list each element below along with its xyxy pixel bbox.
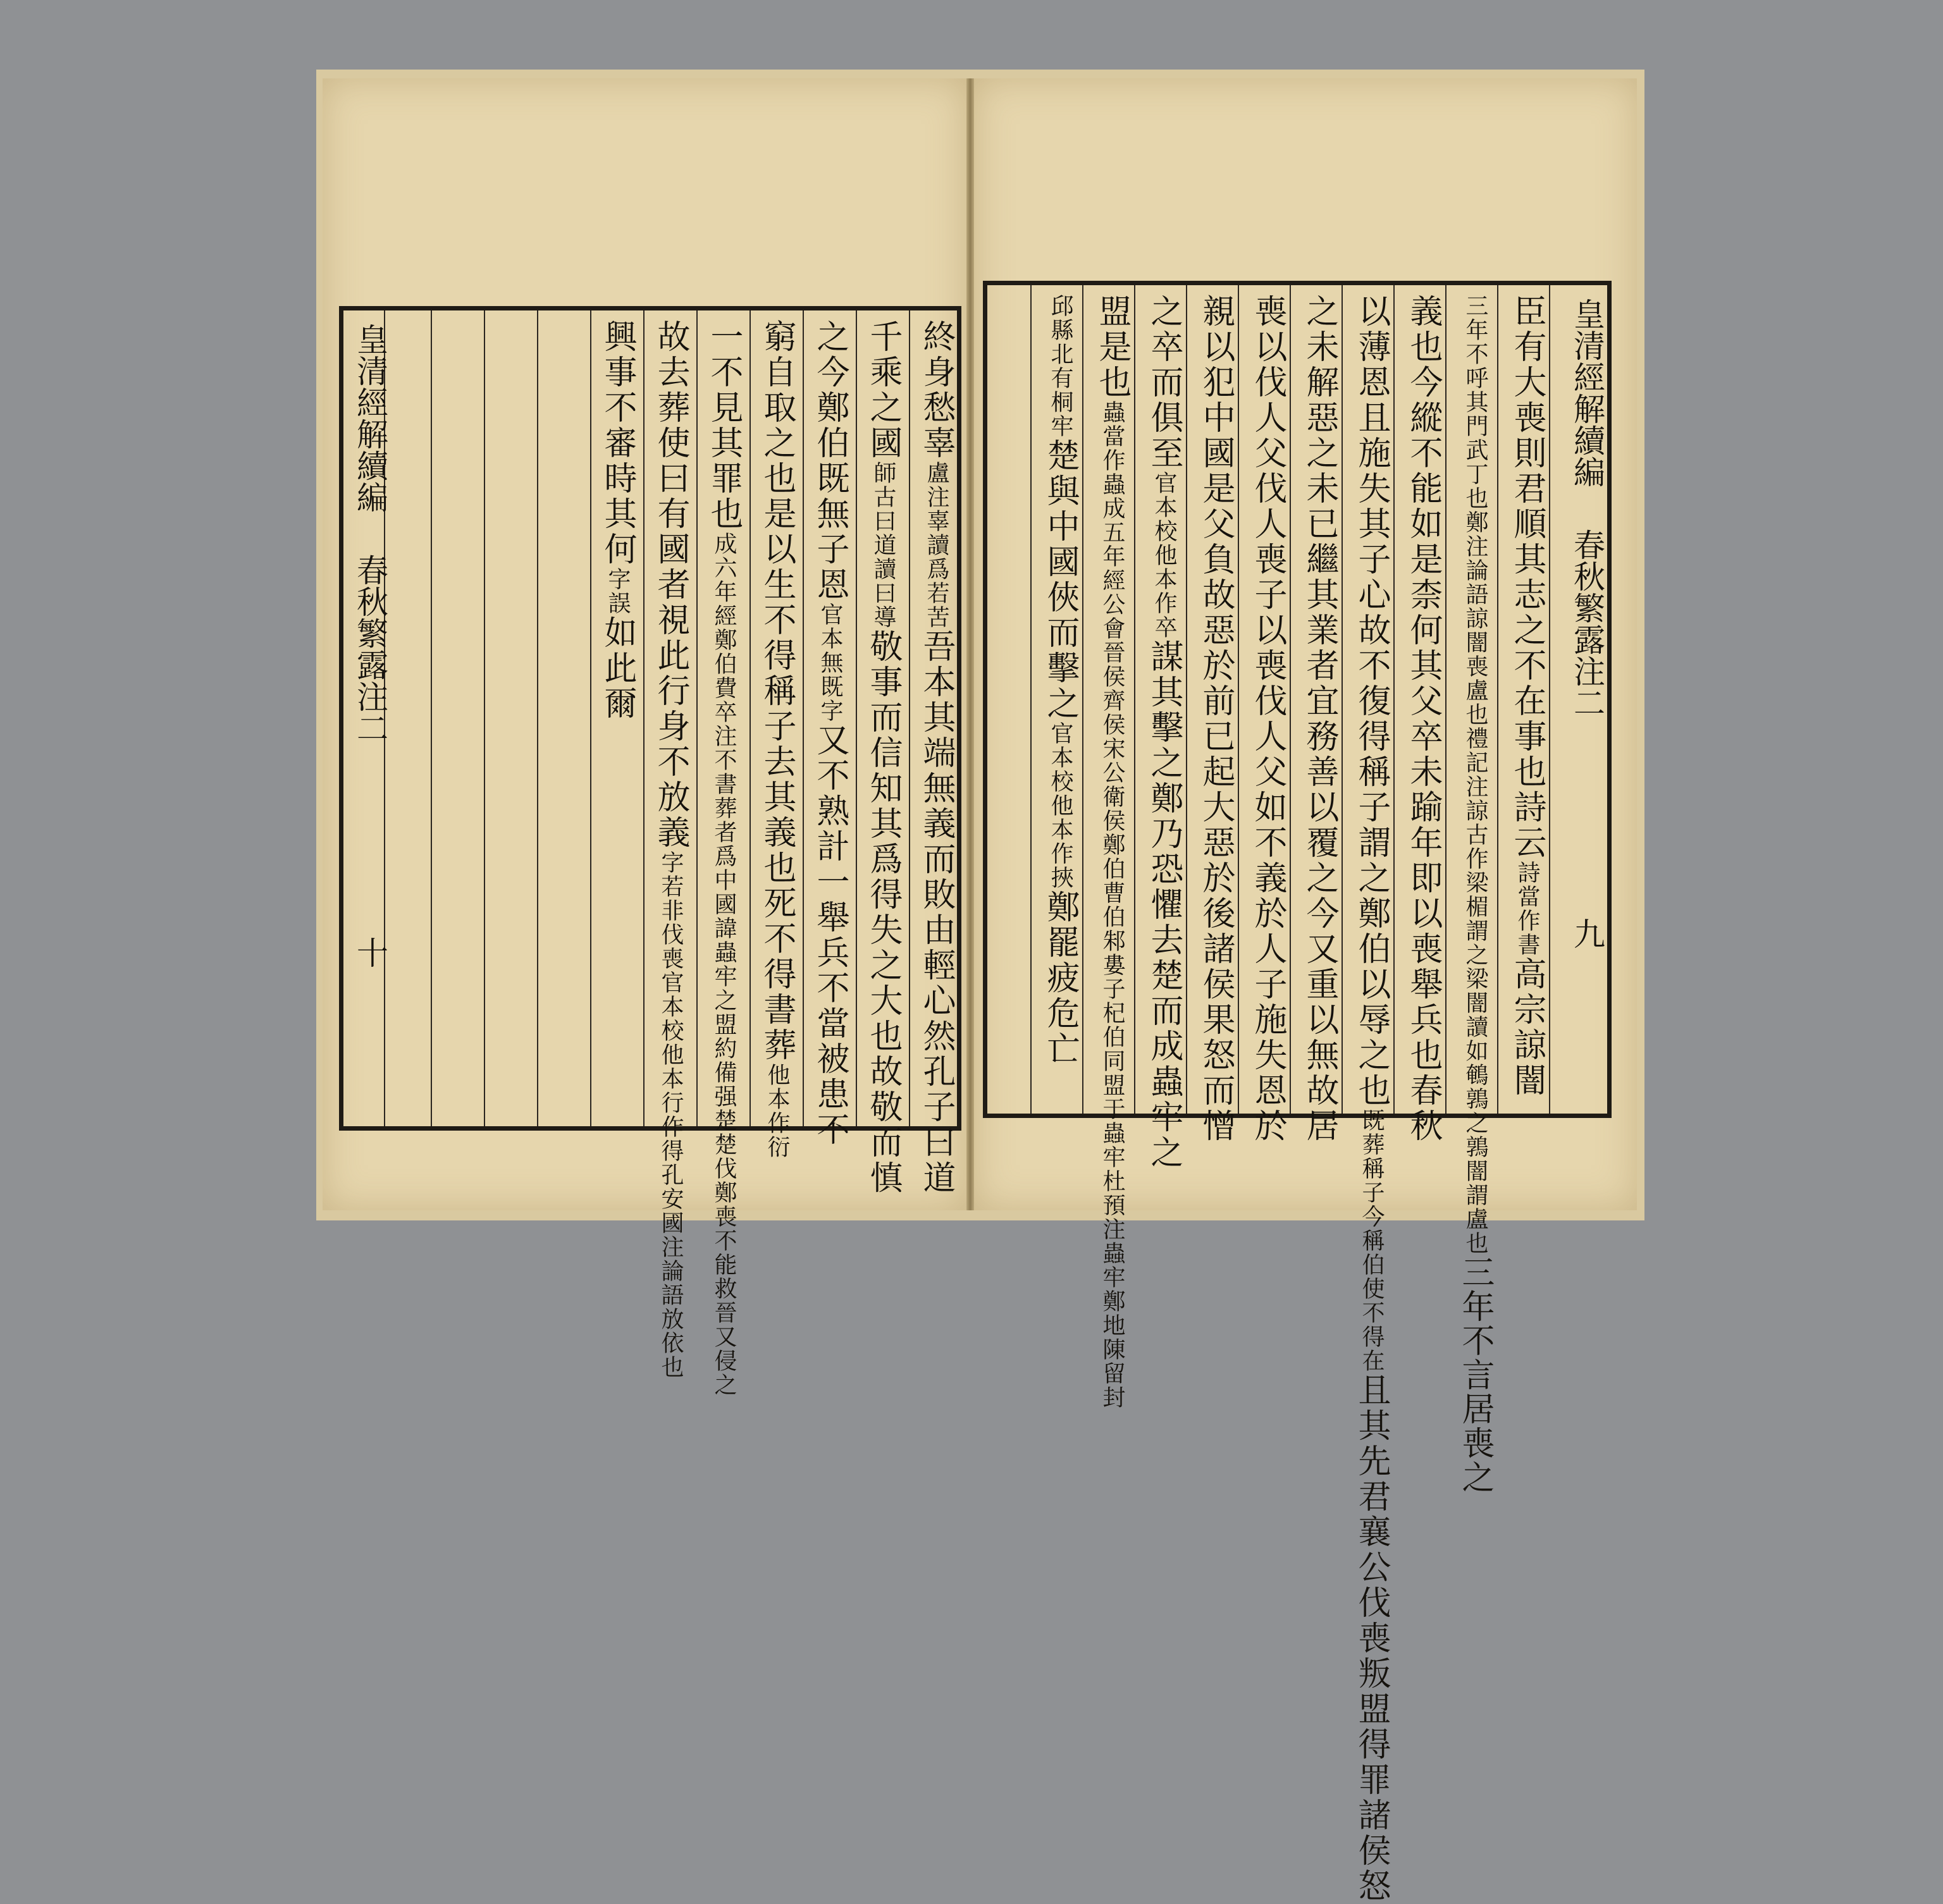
right-column-1: 臣有大喪則君順其志之不在事也詩云詩當作書高宗諒闇 [1508,294,1546,1098]
left-margin-title: 皇清經解續編 [352,323,388,513]
left-page-frame [339,306,961,1397]
right-column-6: 喪以伐人父伐人喪子以喪伐人父如不義於人子施失恩於 [1249,294,1286,1144]
right-column-5: 之未解惡之未已繼其業者宜務善以覆之今又重以無故居 [1300,294,1338,1144]
left-page [323,78,966,1397]
left-margin-number: 十 [352,937,388,968]
right-column-4: 以薄恩且施失其子心故不復得稱子謂之鄭伯以辱之也既葬稱子今稱伯使不得在且其先君襄公伐喪叛盟得罪諸侯怒 [1352,294,1390,1904]
right-column-7: 親以犯中國是父負故惡於前已起大惡於後諸侯果怒而憎 [1197,294,1235,1144]
left-column-5: 一不見其罪也成六年經鄭伯費卒注不書葬者爲中國諱蟲牢之盟約備强楚楚伐鄭喪不能救晉又侵之 [705,319,743,1397]
left-column-4: 窮自取之也是以生不得稱子去其義也死不得書葬他本作衍 [758,319,796,1159]
right-page-frame [983,281,1612,1904]
left-column-6: 故去葬使曰有國者視此行身不放義字若非伐喪官本校他本行作得孔安國注論語放依也 [651,319,689,1379]
right-page [974,78,1637,1904]
right-column-3: 義也今縱不能如是柰何其父卒未踰年即以喪舉兵也春秋 [1404,294,1442,1144]
left-column-1: 終身愁辜盧注辜讀爲若苦吾本其端無義而敗由輕心然孔子曰道 [917,319,955,1196]
left-column-3: 之今鄭伯既無子恩官本無既字又不熟計一舉兵不當被患不 [811,319,849,1148]
right-column-2: 三年不呼其門武丁也鄭注論語諒闇喪盧也禮記注諒古作梁楣謂之梁闇讀如鵪鶉之鶉闇謂盧也三年不言居喪之 [1456,294,1494,1494]
left-margin-section: 春秋繁露注二 [352,554,388,744]
left-column-7: 興事不審時其何字誤如此爾 [598,319,636,722]
book-gutter [966,78,974,1210]
right-column-10: 邱縣北有桐牢楚與中國俠而擊之官本校他本作挾鄭罷疲危亡 [1041,294,1079,1067]
right-margin-section: 春秋繁露注二 [1569,529,1605,718]
right-column-9: 盟是也蟲當作蟲成五年經公會晉侯齊侯宋公衛侯鄭伯曹伯邾婁子杞伯同盟于蟲牢杜預注蟲牢鄭地陳留封 [1093,294,1131,1410]
right-margin-number: 九 [1569,918,1605,949]
left-column-2: 千乘之國師古曰道讀曰導敬事而信知其爲得失之大也故敬而慎 [864,319,902,1196]
right-margin-title: 皇清經解續編 [1569,298,1605,488]
right-column-8: 之卒而俱至官本校他本作卒謀其擊之鄭乃恐懼去楚而成蟲牢之 [1145,294,1183,1170]
